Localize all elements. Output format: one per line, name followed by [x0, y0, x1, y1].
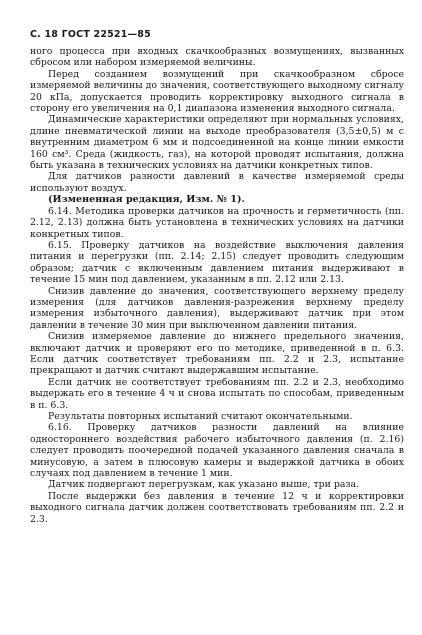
paragraph: Снизив давление до значения, соответствующего верхнему пределу измерения (для датчиков давления-разрежения верхнему пределу измерения избыточного давления), выдерживают датчик при этом давлении в течение 30 мин при выключенном давлении питания.	[30, 285, 404, 331]
page-header: С. 18 ГОСТ 22521—85	[30, 29, 151, 40]
paragraph: После выдержки без давления в течение 12 ч и корректировки выходного сигнала датчик должен соответствовать требованиям пп. 2.2 и 2.3.	[30, 490, 404, 525]
paragraph: ного процесса при входных скачкообразных возмущениях, вызванных сбросом или набором измеряемой величины.	[30, 46, 404, 69]
paragraph: Динамические характеристики определяют при нормальных условиях, длине пневматической линии на выходе преобразователя (3,5±0,5) м с внутренним диаметром 6 мм и подсоединенной на конце линии емкости 160 см³. Среда (жидкость, газ), на которой проводят испытания, должна быть указана в технических условиях на датчики конкретных типов.	[30, 114, 404, 172]
document-body	[30, 46, 404, 525]
paragraph: Результаты повторных испытаний считают окончательными.	[48, 411, 353, 422]
amendment-note: (Измененная редакция, Изм. № 1).	[48, 194, 245, 206]
paragraph: Снизив измеряемое давление до нижнего предельного значения, включают датчик и проверяют его по методике, приведенной в п. 6.3. Если датчик соответствует требованиям пп. 2.2 и 2.3, испытание прекращают и датчик считают выдержавшим испытание.	[30, 331, 404, 377]
paragraph: Для датчиков разности давлений в качестве измеряемой среды используют воздух.	[30, 171, 404, 194]
paragraph: Датчик подвергают перегрузкам, как указано выше, три раза.	[48, 479, 360, 491]
paragraph: 6.16. Проверку датчиков разности давлений на влияние одностороннего воздействия рабочего избыточного давления (п. 2.16) следует проводить поочередной подачей указанного давления сначала в минусовую, а затем в плюсовую камеры и выдержкой датчика в обоих случаях под давлением в течение 1 мин.	[30, 422, 404, 480]
paragraph: 6.15. Проверку датчиков на воздействие выключения давления питания и перегрузки (пп. 2.14; 2.15) следует проводить следующим образом; датчик с включенным давлением питания выдерживают в течение 15 мин под давлением, указанным в пп. 2.12 или 2.13.	[30, 239, 404, 286]
paragraph: 6.14. Методика проверки датчиков на прочность и герметичность (пп. 2.12, 2.13) должна быть установлена в технических условиях на датчики конкретных типов.	[30, 205, 404, 240]
paragraph: Перед созданием возмущений при скачкообразном сбросе измеряемой величины до значения, соответствующего выходному сигналу 20 кПа, допускается проводить корректировку выходного сигнала в сторону его увеличения на 0,1 диапазона изменения выходного сигнала.	[30, 68, 404, 115]
paragraph: Если датчик не соответствует требованиям пп. 2.2 и 2.3, необходимо выдержать его в течение 4 ч и снова испытать по способам, приведенным в п. 6.3.	[30, 376, 404, 411]
